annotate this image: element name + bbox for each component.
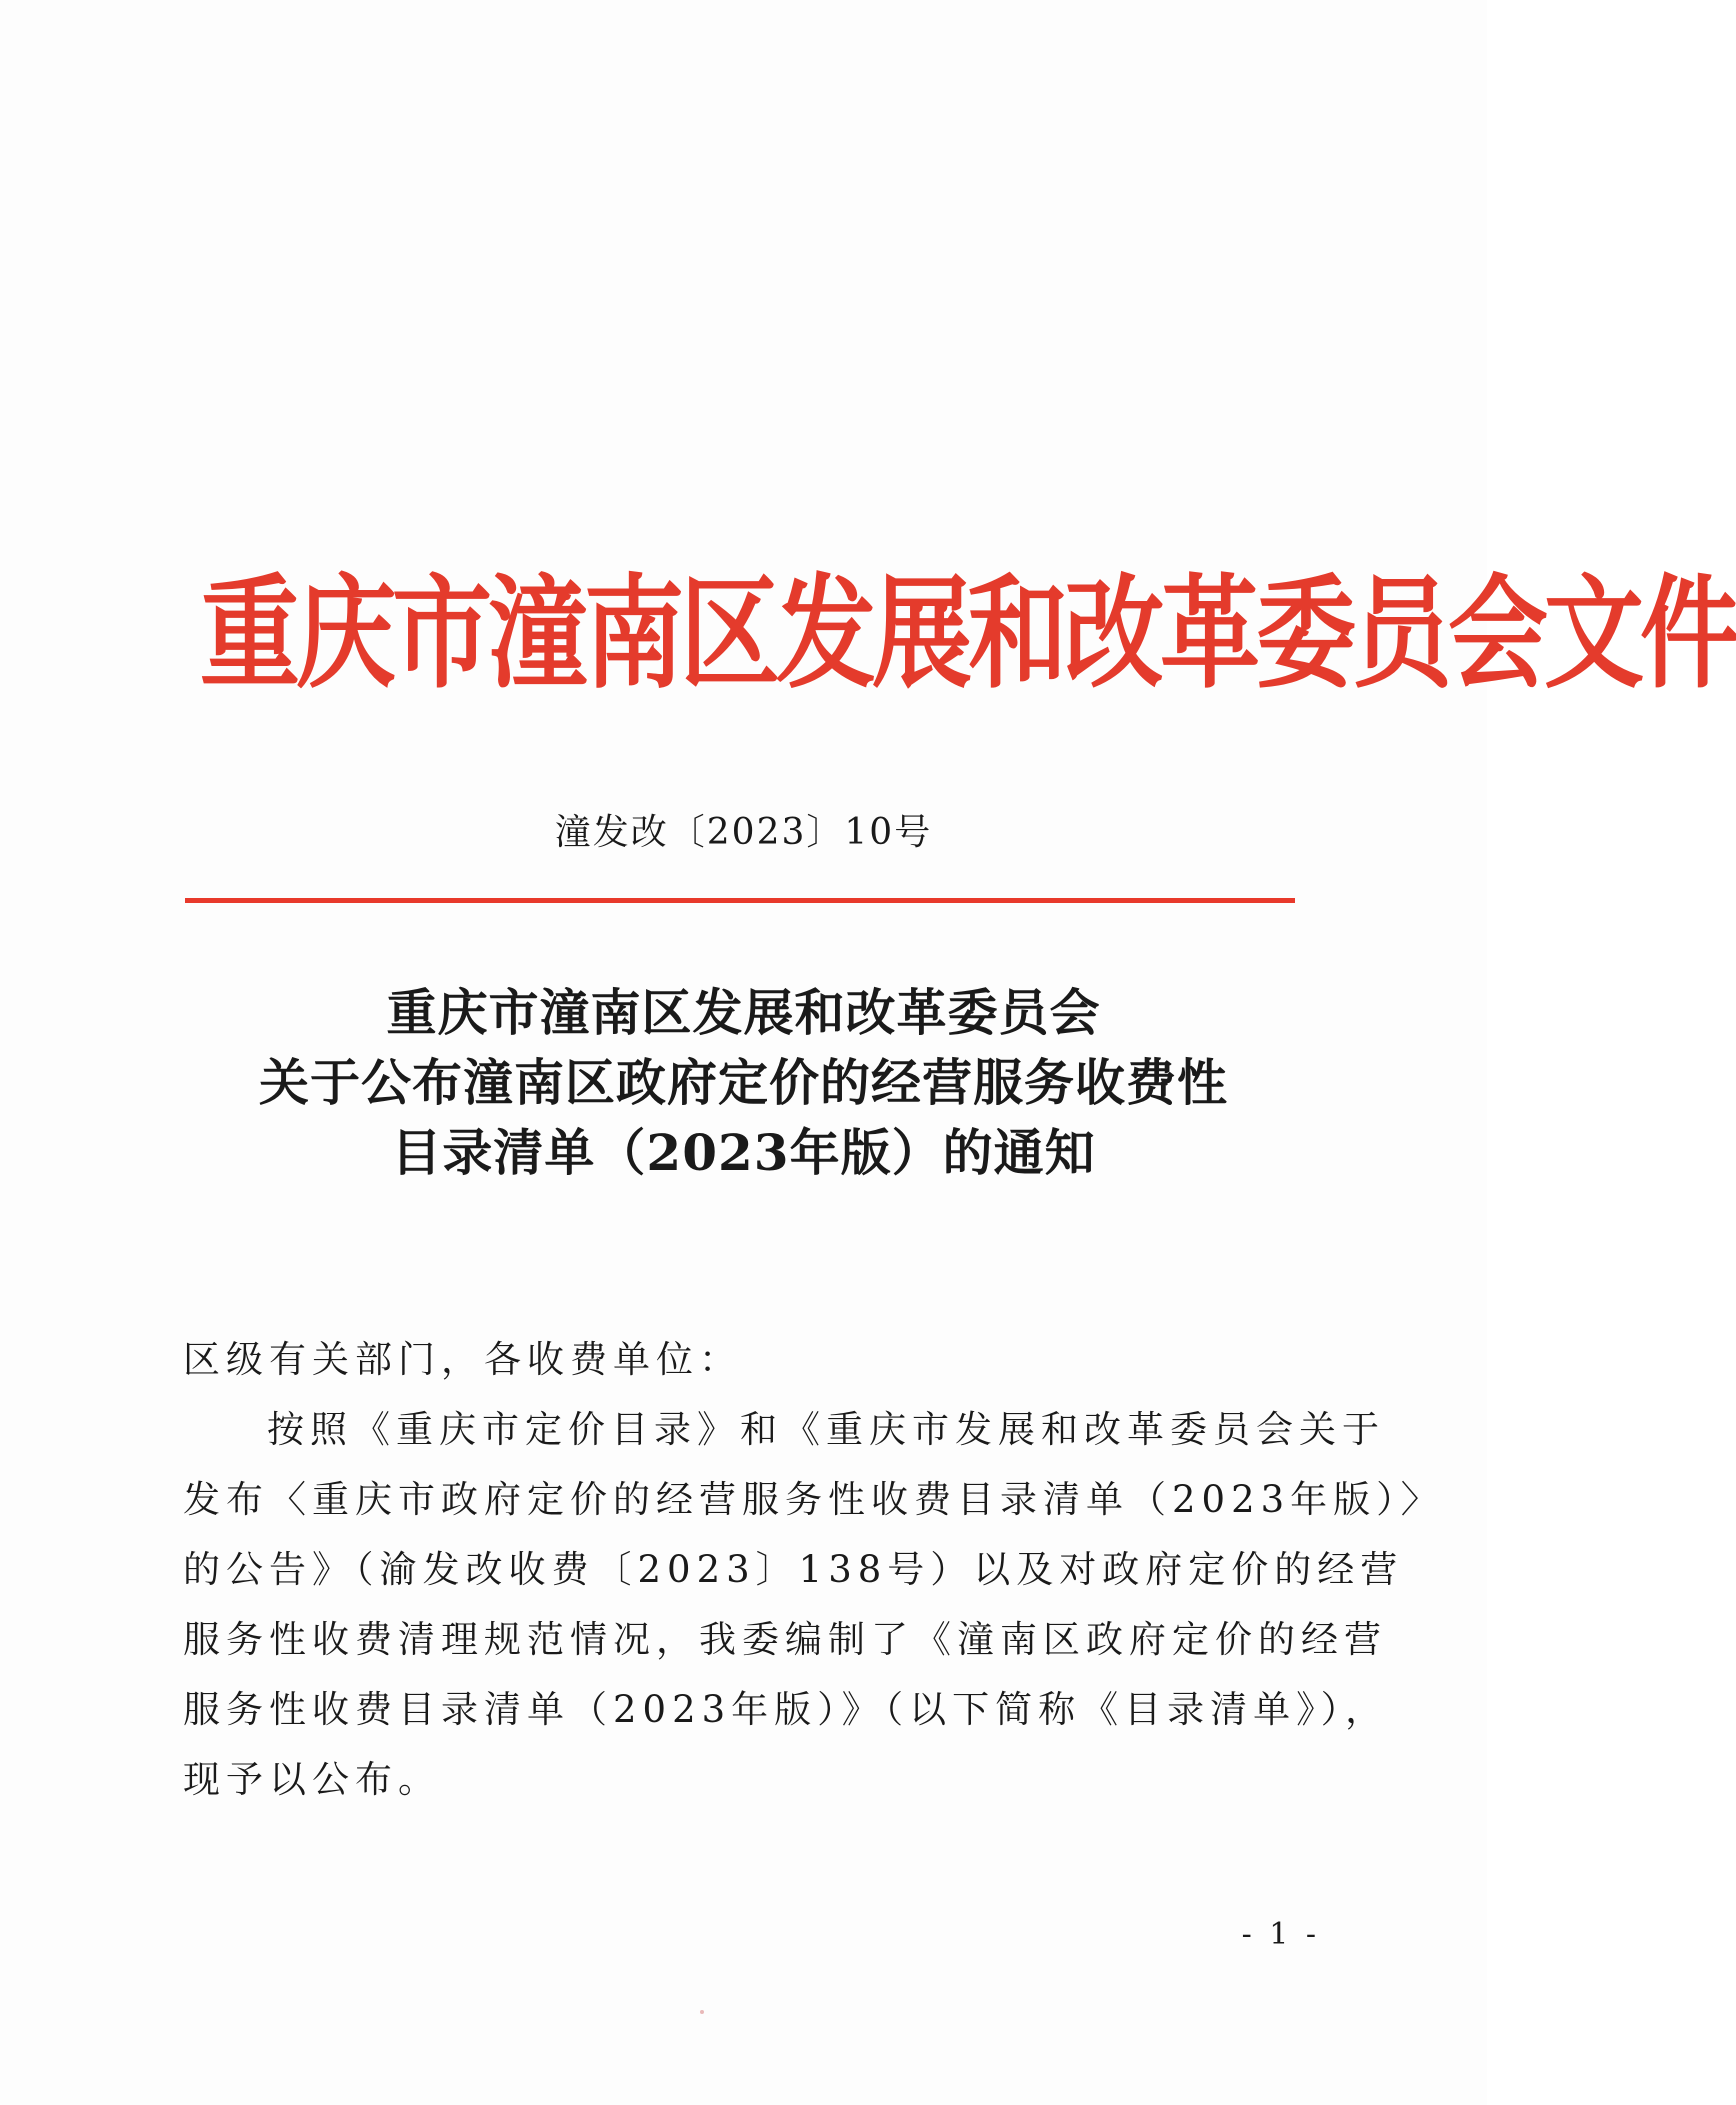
scan-speck — [700, 2010, 704, 2014]
body-line: 服务性收费目录清单（2023年版）》（以下简称《目录清单》）， — [183, 1688, 1389, 1731]
body-line: 按照《重庆市定价目录》和《重庆市发展和改革委员会关于 — [267, 1408, 1385, 1451]
notice-body — [183, 1325, 1444, 1815]
document-masthead: 重庆市潼南区发展和改革委员会文件 — [200, 562, 1736, 706]
notice-title-line: 关于公布潼南区政府定价的经营服务收费性 — [259, 1053, 1228, 1112]
page-number: - 1 - — [1241, 1917, 1320, 1952]
notice-title — [160, 978, 1327, 1188]
notice-title-line: 重庆市潼南区发展和改革委员会 — [386, 983, 1101, 1042]
body-line: 发布〈重庆市政府定价的经营服务性收费目录清单（2023年版）〉 — [183, 1478, 1444, 1521]
document-number: 潼发改〔2023〕10号 — [554, 812, 933, 853]
notice-title-line: 目录清单（2023年版）的通知 — [391, 1123, 1096, 1182]
body-line: 服务性收费清理规范情况，我委编制了《潼南区政府定价的经营 — [183, 1618, 1387, 1661]
body-line: 的公告》（渝发改收费〔2023〕138号）以及对政府定价的经营 — [183, 1548, 1404, 1591]
red-separator-rule — [185, 898, 1295, 903]
body-line: 现予以公布。 — [183, 1758, 441, 1801]
salutation: 区级有关部门，各收费单位： — [183, 1338, 742, 1381]
